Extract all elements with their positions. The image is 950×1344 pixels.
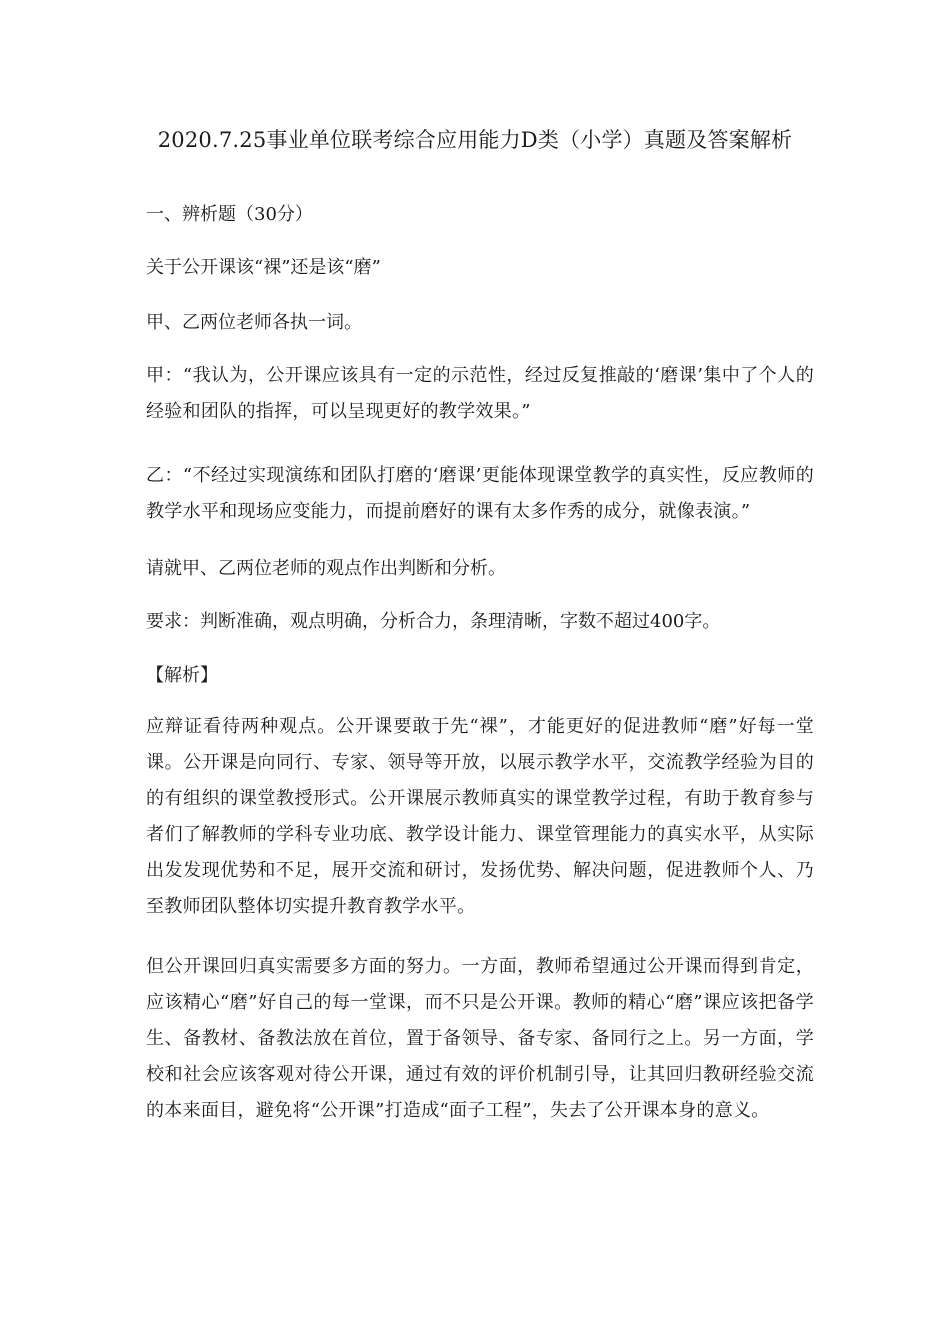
task-line: 请就甲、乙两位老师的观点作出判断和分析。 <box>146 558 506 579</box>
section-heading: 一、辨析题（30分） <box>146 204 313 225</box>
analysis-paragraph-2: 但公开课回归真实需要多方面的努力。一方面，教师希望通过公开课而得到肯定，应该精心“磨”好自己的每一堂课，而不只是公开课。教师的精心“磨”课应该把备学生、备教材、备教法放在首位，置于备领导、备专家、备同行之上。另一方面，学校和社会应该客观对待公开课，通过有效的评价机制引导，让其回归教研经验交流的本来面目，避免将“公开课”打造成“面子工程”，失去了公开课本身的意义。 <box>146 956 814 1121</box>
document-title: 2020.7.25事业单位联考综合应用能力D类（小学）真题及答案解析 <box>157 128 793 152</box>
topic-line: 关于公开课该“裸”还是该“磨” <box>146 257 381 278</box>
analysis-label: 【解析】 <box>146 665 218 686</box>
statement-jia: 甲：“我认为，公开课应该具有一定的示范性，经过反复推敲的‘磨课’集中了个人的经验和团队的指挥，可以呈现更好的教学效果。” <box>146 365 814 422</box>
requirements-line: 要求：判断准确，观点明确，分析合力，条理清晰，字数不超过400字。 <box>146 611 721 632</box>
analysis-paragraph-1: 应辩证看待两种观点。公开课要敢于先“裸”，才能更好的促进教师“磨”好每一堂课。公开课是向同行、专家、领导等开放，以展示教学水平，交流教学经验为目的的有组织的课堂教授形式。公开课展示教师真实的课堂教学过程，有助于教育参与者们了解教师的学科专业功底、教学设计能力、课堂管理能力的真实水平，从实际出发发现优势和不足，展开交流和研讨，发扬优势、解决问题，促进教师个人、乃至教师团队整体切实提升教育教学水平。 <box>146 716 814 917</box>
intro-line: 甲、乙两位老师各执一词。 <box>146 312 362 333</box>
statement-yi: 乙：“不经过实现演练和团队打磨的‘磨课’更能体现课堂教学的真实性，反应教师的教学水平和现场应变能力，而提前磨好的课有太多作秀的成分，就像表演。” <box>146 465 814 522</box>
